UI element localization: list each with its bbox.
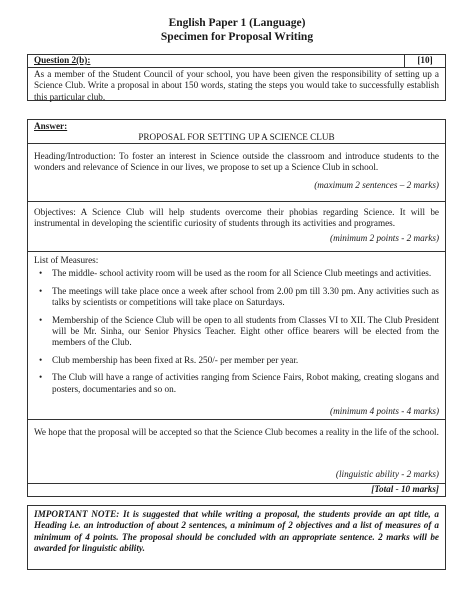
intro-row — [28, 144, 445, 202]
important-note-box — [27, 505, 446, 570]
important-note-text: IMPORTANT NOTE: It is suggested that while writing a proposal, the students provide an apt title, a Heading i.e. an introduction of about 2 sentences, a minimum of 2 objectives and a list of measures of a minimum of 4 points. The proposal should be concluded with an appropriate sentence. 2 marks will be awarded for linguistic ability. — [34, 509, 439, 554]
question-text: As a member of the Student Council of your school, you have been given the responsibility of setting up a Science Club. Write a proposal in about 150 words, stating the steps you would take to successfully establish this particular club. — [34, 69, 439, 102]
measure-item: • The middle- school activity room will be used as the room for all Science Club meetings and activities. — [52, 268, 439, 279]
objectives-marks: (minimum 2 points - 2 marks) — [330, 232, 439, 243]
question-box — [27, 54, 446, 101]
intro-text: Heading/Introduction: To foster an interest in Science outside the classroom and introduce students to the wonders and relevance of Science in our lives, we propose to set up a Science Club in school. — [34, 151, 439, 173]
conclusion-row — [28, 420, 445, 484]
total-row — [28, 484, 445, 496]
measure-item: • The Club will have a range of activities ranging from Science Fairs, Robot making, creating slogans and posters, documentaries and so on. — [52, 372, 439, 395]
answer-label: Answer: — [34, 121, 68, 131]
answer-heading-row — [28, 120, 445, 144]
intro-marks: (maximum 2 sentences – 2 marks) — [314, 179, 439, 190]
proposal-heading: PROPOSAL FOR SETTING UP A SCIENCE CLUB — [138, 132, 335, 143]
conclusion-text: We hope that the proposal will be accepted so that the Science Club becomes a reality in the life of the school. — [34, 427, 439, 437]
question-marks: [10] — [404, 55, 445, 67]
linguistic-marks: (linguistic ability - 2 marks) — [335, 468, 439, 479]
measures-title: List of Measures: — [34, 255, 99, 265]
paper-title: English Paper 1 (Language) — [168, 17, 306, 29]
question-label: Question 2(b): — [34, 55, 91, 65]
objectives-text: Objectives: A Science Club will help students overcome their phobias regarding Science. It will be instrumental in developing the scientific curiosity of students through its activities and programes. — [34, 207, 439, 229]
measures-marks: (minimum 4 points - 4 marks) — [330, 405, 439, 416]
paper-subtitle: Specimen for Proposal Writing — [160, 31, 314, 43]
measure-item: • Club membership has been fixed at Rs. 250/- per member per year. — [52, 355, 439, 366]
measures-row — [28, 252, 445, 420]
objectives-row — [28, 202, 445, 252]
measure-item: • Membership of the Science Club will be open to all students from Classes VI to XII. The Club President will be Mr. Sinha, our Senior Physics Teacher. Eight other office bearers will be elected from the members of the Club. — [52, 315, 439, 349]
total-marks: [Total - 10 marks] — [371, 484, 439, 494]
measures-list — [28, 268, 445, 395]
measure-item: • The meetings will take place once a week after school from 2.00 pm till 3.30 pm. Any activities such as talks by scientists or competitions will take place on Saturdays. — [52, 286, 439, 309]
answer-box — [27, 119, 446, 497]
question-header — [28, 55, 445, 68]
